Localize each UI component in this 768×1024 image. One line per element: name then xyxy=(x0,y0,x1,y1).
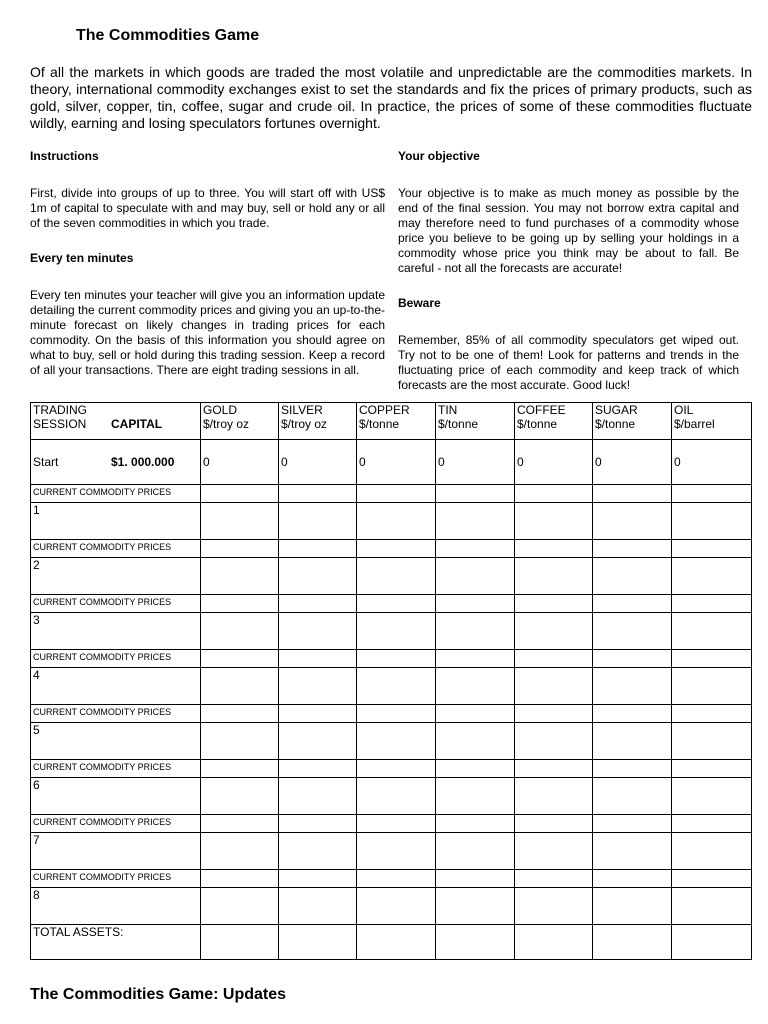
price-cell[interactable] xyxy=(357,815,436,833)
holding-cell[interactable] xyxy=(357,558,436,595)
holding-cell[interactable] xyxy=(279,503,357,540)
holding-cell[interactable] xyxy=(201,723,279,760)
every-ten-minutes-heading: Every ten minutes xyxy=(30,251,134,265)
holding-cell[interactable] xyxy=(593,668,672,705)
session-row xyxy=(31,613,752,650)
session-number: 5 xyxy=(31,723,201,760)
holding-cell[interactable] xyxy=(672,558,752,595)
trading-session-header: TRADING SESSION xyxy=(33,403,87,431)
current-prices-row xyxy=(31,870,752,888)
holding-cell[interactable] xyxy=(436,723,515,760)
total-cell[interactable] xyxy=(201,925,279,960)
commodity-header-gold xyxy=(201,403,279,440)
price-cell[interactable] xyxy=(672,705,752,723)
price-cell[interactable] xyxy=(593,540,672,558)
start-value-cell[interactable]: 0 xyxy=(515,440,593,485)
start-value-cell[interactable]: 0 xyxy=(201,440,279,485)
session-row xyxy=(31,778,752,815)
commodity-header-sugar xyxy=(593,403,672,440)
holding-cell[interactable] xyxy=(357,888,436,925)
price-cell[interactable] xyxy=(672,540,752,558)
start-value-cell[interactable]: 0 xyxy=(593,440,672,485)
session-number: 3 xyxy=(31,613,201,650)
commodity-name: SILVER xyxy=(281,403,323,417)
holding-cell[interactable] xyxy=(515,888,593,925)
holding-cell[interactable] xyxy=(357,613,436,650)
price-cell[interactable] xyxy=(436,650,515,668)
commodity-name: COFFEE xyxy=(517,403,566,417)
beware-text: Remember, 85% of all commodity speculators get wiped out. Try not to be one of them! Look for patterns and trends in the fluctuating price of each commodity and keep track of which forecasts are the most accurate. Good luck! xyxy=(398,333,739,392)
holding-cell[interactable] xyxy=(515,778,593,815)
commodity-header-copper xyxy=(357,403,436,440)
price-cell[interactable] xyxy=(357,650,436,668)
current-prices-label: CURRENT COMMODITY PRICES xyxy=(31,540,201,558)
current-prices-label: CURRENT COMMODITY PRICES xyxy=(31,760,201,778)
holding-cell[interactable] xyxy=(593,558,672,595)
holding-cell[interactable] xyxy=(515,833,593,870)
current-prices-row xyxy=(31,650,752,668)
commodity-unit: $/troy oz xyxy=(281,417,328,431)
price-cell[interactable] xyxy=(436,705,515,723)
price-cell[interactable] xyxy=(672,815,752,833)
holding-cell[interactable] xyxy=(201,503,279,540)
session-capital-header xyxy=(31,403,201,440)
holding-cell[interactable] xyxy=(279,613,357,650)
holding-cell[interactable] xyxy=(357,668,436,705)
commodity-name: COPPER xyxy=(359,403,410,417)
holding-cell[interactable] xyxy=(357,778,436,815)
price-cell[interactable] xyxy=(672,650,752,668)
price-cell[interactable] xyxy=(672,760,752,778)
price-cell[interactable] xyxy=(515,540,593,558)
price-cell[interactable] xyxy=(515,485,593,503)
objective-heading: Your objective xyxy=(398,149,480,163)
price-cell[interactable] xyxy=(201,815,279,833)
commodity-name: SUGAR xyxy=(595,403,638,417)
holding-cell[interactable] xyxy=(201,888,279,925)
every-ten-minutes-text: Every ten minutes your teacher will give you an information update detailing the current commodity prices and giving you an up-to-the-minute forecast on likely changes in trading prices for each commodity. On the basis of this information you should agree on what to buy, sell or hold during this trading session. Keep a record of all your transactions. There are eight trading sessions in all. xyxy=(30,288,385,377)
start-value-cell[interactable]: 0 xyxy=(357,440,436,485)
commodity-unit: $/tonne xyxy=(359,417,400,431)
commodity-header-silver xyxy=(279,403,357,440)
commodity-header-oil xyxy=(672,403,752,440)
price-cell[interactable] xyxy=(201,595,279,613)
price-cell[interactable] xyxy=(672,870,752,888)
commodity-name: GOLD xyxy=(203,403,238,417)
price-cell[interactable] xyxy=(279,705,357,723)
beware-heading: Beware xyxy=(398,296,441,310)
price-cell[interactable] xyxy=(279,870,357,888)
holding-cell[interactable] xyxy=(515,503,593,540)
price-cell[interactable] xyxy=(201,650,279,668)
holding-cell[interactable] xyxy=(436,778,515,815)
price-cell[interactable] xyxy=(593,595,672,613)
instructions-heading: Instructions xyxy=(30,149,99,163)
price-cell[interactable] xyxy=(357,595,436,613)
price-cell[interactable] xyxy=(593,870,672,888)
price-cell[interactable] xyxy=(436,540,515,558)
table-header-row xyxy=(31,403,752,440)
total-cell[interactable] xyxy=(436,925,515,960)
holding-cell[interactable] xyxy=(593,503,672,540)
commodity-unit: $/tonne xyxy=(595,417,636,431)
current-prices-row xyxy=(31,760,752,778)
price-cell[interactable] xyxy=(515,705,593,723)
holding-cell[interactable] xyxy=(672,888,752,925)
session-number: 2 xyxy=(31,558,201,595)
holding-cell[interactable] xyxy=(357,833,436,870)
start-value-cell[interactable]: 0 xyxy=(279,440,357,485)
holding-cell[interactable] xyxy=(201,613,279,650)
start-label: Start xyxy=(33,455,59,469)
session-row xyxy=(31,558,752,595)
price-cell[interactable] xyxy=(279,650,357,668)
price-cell[interactable] xyxy=(593,485,672,503)
current-prices-label: CURRENT COMMODITY PRICES xyxy=(31,595,201,613)
current-prices-label: CURRENT COMMODITY PRICES xyxy=(31,815,201,833)
price-cell[interactable] xyxy=(201,485,279,503)
price-cell[interactable] xyxy=(593,650,672,668)
price-cell[interactable] xyxy=(515,815,593,833)
price-cell[interactable] xyxy=(436,760,515,778)
session-number: 4 xyxy=(31,668,201,705)
price-cell[interactable] xyxy=(357,705,436,723)
price-cell[interactable] xyxy=(279,485,357,503)
holding-cell[interactable] xyxy=(593,778,672,815)
start-capital: $1. 000.000 xyxy=(111,455,175,469)
holding-cell[interactable] xyxy=(279,558,357,595)
session-row xyxy=(31,833,752,870)
current-prices-row xyxy=(31,595,752,613)
price-cell[interactable] xyxy=(279,595,357,613)
holding-cell[interactable] xyxy=(436,668,515,705)
total-assets-row xyxy=(31,925,752,960)
price-cell[interactable] xyxy=(436,870,515,888)
holding-cell[interactable] xyxy=(672,503,752,540)
holding-cell[interactable] xyxy=(672,833,752,870)
price-cell[interactable] xyxy=(357,760,436,778)
holding-cell[interactable] xyxy=(436,503,515,540)
instructions-column xyxy=(30,149,385,378)
commodity-name: TIN xyxy=(438,403,458,417)
holding-cell[interactable] xyxy=(515,613,593,650)
holding-cell[interactable] xyxy=(279,888,357,925)
holding-cell[interactable] xyxy=(672,668,752,705)
price-cell[interactable] xyxy=(593,705,672,723)
holding-cell[interactable] xyxy=(672,778,752,815)
trading-record-table xyxy=(30,402,752,960)
instructions-text: First, divide into groups of up to three. You will start off with US$ 1m of capital to speculate with and may buy, sell or hold any or all of the seven commodities in which you trade. xyxy=(30,186,385,230)
holding-cell[interactable] xyxy=(593,723,672,760)
holding-cell[interactable] xyxy=(201,778,279,815)
price-cell[interactable] xyxy=(357,485,436,503)
current-prices-label: CURRENT COMMODITY PRICES xyxy=(31,485,201,503)
price-cell[interactable] xyxy=(357,870,436,888)
start-value-cell[interactable]: 0 xyxy=(672,440,752,485)
commodity-unit: $/troy oz xyxy=(203,417,250,431)
total-cell[interactable] xyxy=(357,925,436,960)
objective-text: Your objective is to make as much money as possible by the end of the final session. You may not borrow extra capital and may therefore need to fund purchases of a commodity whose price you believe to be going up by selling your holdings in a commodity whose price you think may be about to fall. Be careful - not all the forecasts are accurate! xyxy=(398,186,739,275)
total-assets-label: TOTAL ASSETS: xyxy=(31,925,201,960)
holding-cell[interactable] xyxy=(279,833,357,870)
holding-cell[interactable] xyxy=(515,558,593,595)
total-cell[interactable] xyxy=(672,925,752,960)
price-cell[interactable] xyxy=(357,540,436,558)
intro-paragraph: Of all the markets in which goods are traded the most volatile and unpredictable are the commodities markets. In theory, international commodity exchanges exist to set the standards and fix the prices of primary products, such as gold, silver, copper, tin, coffee, sugar and crude oil. In practice, the prices of some of these commodities fluctuate wildly, earning and losing speculators fortunes overnight. xyxy=(30,64,752,131)
holding-cell[interactable] xyxy=(279,723,357,760)
price-cell[interactable] xyxy=(279,760,357,778)
holding-cell[interactable] xyxy=(515,723,593,760)
current-prices-label: CURRENT COMMODITY PRICES xyxy=(31,705,201,723)
holding-cell[interactable] xyxy=(515,668,593,705)
commodity-header-coffee xyxy=(515,403,593,440)
session-row xyxy=(31,668,752,705)
holding-cell[interactable] xyxy=(672,613,752,650)
session-number: 8 xyxy=(31,888,201,925)
total-cell[interactable] xyxy=(279,925,357,960)
price-cell[interactable] xyxy=(672,485,752,503)
price-cell[interactable] xyxy=(201,705,279,723)
holding-cell[interactable] xyxy=(436,558,515,595)
page-title: The Commodities Game xyxy=(76,27,260,44)
holding-cell[interactable] xyxy=(279,668,357,705)
holding-cell[interactable] xyxy=(201,668,279,705)
current-prices-label: CURRENT COMMODITY PRICES xyxy=(31,870,201,888)
commodity-name: OIL xyxy=(674,403,694,417)
holding-cell[interactable] xyxy=(593,888,672,925)
holding-cell[interactable] xyxy=(201,558,279,595)
current-prices-row xyxy=(31,485,752,503)
price-cell[interactable] xyxy=(593,815,672,833)
price-cell[interactable] xyxy=(436,815,515,833)
session-row xyxy=(31,723,752,760)
holding-cell[interactable] xyxy=(436,888,515,925)
price-cell[interactable] xyxy=(515,870,593,888)
commodity-unit: $/tonne xyxy=(517,417,558,431)
start-row xyxy=(31,440,752,485)
commodity-unit: $/barrel xyxy=(674,417,715,431)
price-cell[interactable] xyxy=(436,595,515,613)
holding-cell[interactable] xyxy=(279,778,357,815)
commodity-header-tin xyxy=(436,403,515,440)
holding-cell[interactable] xyxy=(201,833,279,870)
current-prices-row xyxy=(31,815,752,833)
session-row xyxy=(31,503,752,540)
price-cell[interactable] xyxy=(201,540,279,558)
price-cell[interactable] xyxy=(593,760,672,778)
price-cell[interactable] xyxy=(515,760,593,778)
total-cell[interactable] xyxy=(515,925,593,960)
holding-cell[interactable] xyxy=(436,613,515,650)
price-cell[interactable] xyxy=(436,485,515,503)
total-cell[interactable] xyxy=(593,925,672,960)
price-cell[interactable] xyxy=(672,595,752,613)
holding-cell[interactable] xyxy=(357,503,436,540)
price-cell[interactable] xyxy=(515,595,593,613)
start-cell xyxy=(31,440,201,485)
current-prices-row xyxy=(31,540,752,558)
session-number: 6 xyxy=(31,778,201,815)
capital-header: CAPITAL xyxy=(111,417,163,431)
price-cell[interactable] xyxy=(201,870,279,888)
current-prices-row xyxy=(31,705,752,723)
objective-column xyxy=(398,149,739,413)
holding-cell[interactable] xyxy=(436,833,515,870)
session-row xyxy=(31,888,752,925)
session-number: 1 xyxy=(31,503,201,540)
current-prices-label: CURRENT COMMODITY PRICES xyxy=(31,650,201,668)
commodity-unit: $/tonne xyxy=(438,417,479,431)
start-value-cell[interactable]: 0 xyxy=(436,440,515,485)
holding-cell[interactable] xyxy=(593,613,672,650)
updates-heading: The Commodities Game: Updates xyxy=(30,986,287,1003)
holding-cell[interactable] xyxy=(593,833,672,870)
price-cell[interactable] xyxy=(201,760,279,778)
holding-cell[interactable] xyxy=(672,723,752,760)
price-cell[interactable] xyxy=(515,650,593,668)
price-cell[interactable] xyxy=(279,540,357,558)
session-number: 7 xyxy=(31,833,201,870)
price-cell[interactable] xyxy=(279,815,357,833)
holding-cell[interactable] xyxy=(357,723,436,760)
